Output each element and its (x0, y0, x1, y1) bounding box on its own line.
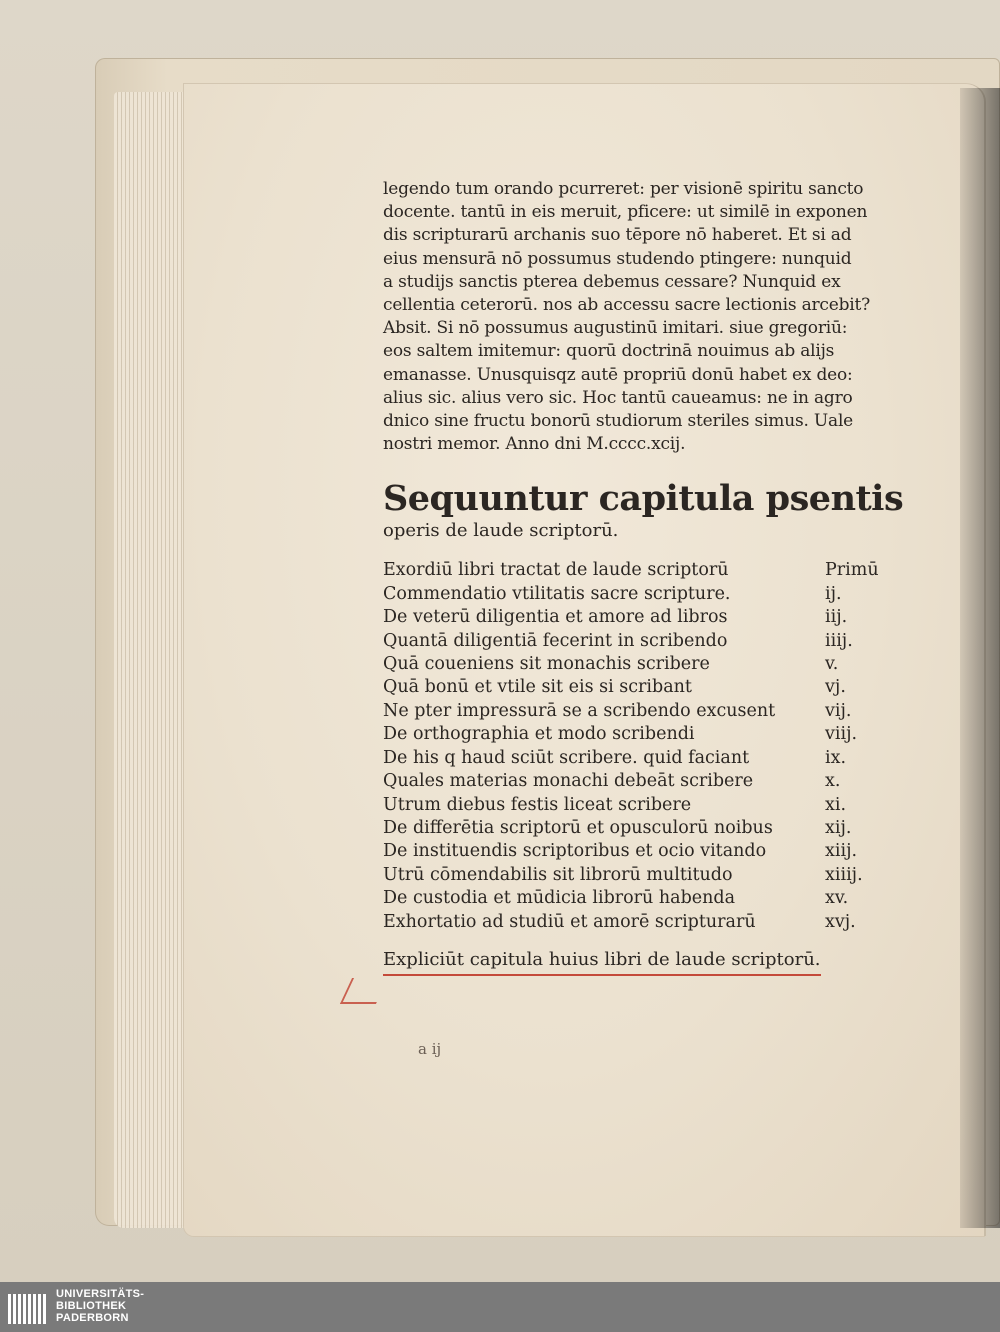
toc-title: De veterū diligentia et amore ad libros (383, 607, 728, 628)
toc-title: Utrum diebus festis liceat scribere (383, 794, 692, 815)
preface-line: alius sic. alius vero sic. Hoc tantū caueamus: ne in agro (383, 387, 853, 408)
toc-number: xij. (825, 817, 852, 838)
toc-number: Primū (825, 560, 879, 581)
preface-line: legendo tum orando pcurreret: per visionē spiritu sancto (383, 179, 864, 199)
toc-number: iij. (825, 607, 848, 628)
preface-line: Absit. Si nō possumus augustinū imitari. siue gregoriū: (383, 318, 848, 339)
toc-row (383, 794, 895, 817)
page-text-block (383, 178, 904, 976)
toc-title: Commendatio vtilitatis sacre scripture. (383, 583, 731, 604)
toc-number: xiiij. (825, 864, 863, 885)
toc-number: viij. (825, 724, 858, 745)
preface-line: a studijs sanctis pterea debemus cessare? Nunquid ex (383, 271, 841, 292)
toc-number: ix. (825, 747, 847, 768)
toc-row (383, 559, 895, 582)
preface-line: dnico sine fructu bonorū studiorum steriles simus. Uale (383, 411, 854, 432)
toc-number: vij. (825, 700, 852, 721)
toc-row (383, 887, 895, 910)
toc-row (383, 817, 895, 840)
toc-title: De differētia scriptorū et opusculorū noibus (383, 817, 773, 838)
library-name-line1: UNIVERSITÄTS- (56, 1288, 145, 1300)
toc-row (383, 606, 895, 629)
binding-shadow (960, 88, 1000, 1228)
toc-number: ij. (825, 583, 842, 604)
toc-row (383, 747, 895, 770)
library-name-line3: PADERBORN (56, 1312, 129, 1324)
library-name-line2: BIBLIOTHEK (56, 1300, 127, 1312)
toc-title: Quā bonū et vtile sit eis si scribant (383, 677, 692, 698)
preface-line: eius mensurā nō possumus studendo ptingere: nunquid (383, 248, 852, 269)
toc-title: Exordiū libri tractat de laude scriptorū (383, 560, 729, 581)
toc-number: vj. (825, 677, 846, 698)
toc-number: xiij. (825, 841, 858, 862)
preface-line: dis scripturarū archanis suo tēpore nō haberet. Et si ad (383, 225, 852, 246)
toc-row (383, 840, 895, 863)
preface-line: nostri memor. Anno dni M.cccc.xcij. (383, 434, 686, 455)
toc-title: Exhortatio ad studiū et amorē scripturarū (383, 911, 756, 932)
toc-title: De custodia et mūdicia librorū habenda (383, 888, 736, 909)
toc-title: Ne pter impressurā se a scribendo excusent (383, 700, 776, 721)
toc-number: xv. (825, 888, 849, 909)
library-logo-icon (8, 1294, 46, 1324)
toc-title: Quantā diligentiā fecerint in scribendo (383, 630, 728, 651)
chapter-list-heading: Sequuntur capitula psentis (383, 478, 904, 520)
toc-row (383, 770, 895, 793)
preface-line: emanasse. Unusquisqz autē propriū donū habet ex deo: (383, 364, 853, 385)
toc-title: De instituendis scriptoribus et ocio vitando (383, 841, 767, 862)
toc-number: x. (825, 771, 841, 792)
toc-title: Quales materias monachi debeāt scribere (383, 771, 754, 792)
toc-number: iiij. (825, 630, 853, 651)
preface-line: cellentia ceterorū. nos ab accessu sacre lectionis arcebit? (383, 295, 871, 316)
toc-row (383, 630, 895, 653)
toc-title: De orthographia et modo scribendi (383, 724, 695, 745)
toc-number: v. (825, 654, 839, 675)
toc-row (383, 676, 895, 699)
explicit-line: Expliciūt capitula huius libri de laude scriptorū. (383, 948, 821, 976)
toc-title: Quā coueniens sit monachis scribere (383, 654, 710, 675)
library-footer-bar (0, 1282, 1000, 1332)
toc-title: De his q haud sciūt scribere. quid faciant (383, 747, 750, 768)
toc-row (383, 723, 895, 746)
preface-line: docente. tantū in eis meruit, pficere: ut similē in exponen (383, 202, 868, 223)
library-name (56, 1288, 144, 1324)
toc-row (383, 653, 895, 676)
preface-paragraph (383, 178, 895, 456)
toc-row (383, 700, 895, 723)
chapter-list-subheading: operis de laude scriptorū. (383, 520, 619, 542)
toc-row (383, 911, 895, 934)
signature-mark: a ij (418, 1040, 442, 1058)
toc-row (383, 864, 895, 887)
toc-title: Utrū cōmendabilis sit librorū multitudo (383, 864, 733, 885)
toc-number: xvj. (825, 911, 856, 932)
toc-row (383, 583, 895, 606)
preface-line: eos saltem imitemur: quorū doctrinā nouimus ab alijs (383, 341, 835, 362)
page-edges-stack (114, 92, 190, 1228)
table-of-contents (383, 559, 895, 934)
toc-number: xi. (825, 794, 847, 815)
